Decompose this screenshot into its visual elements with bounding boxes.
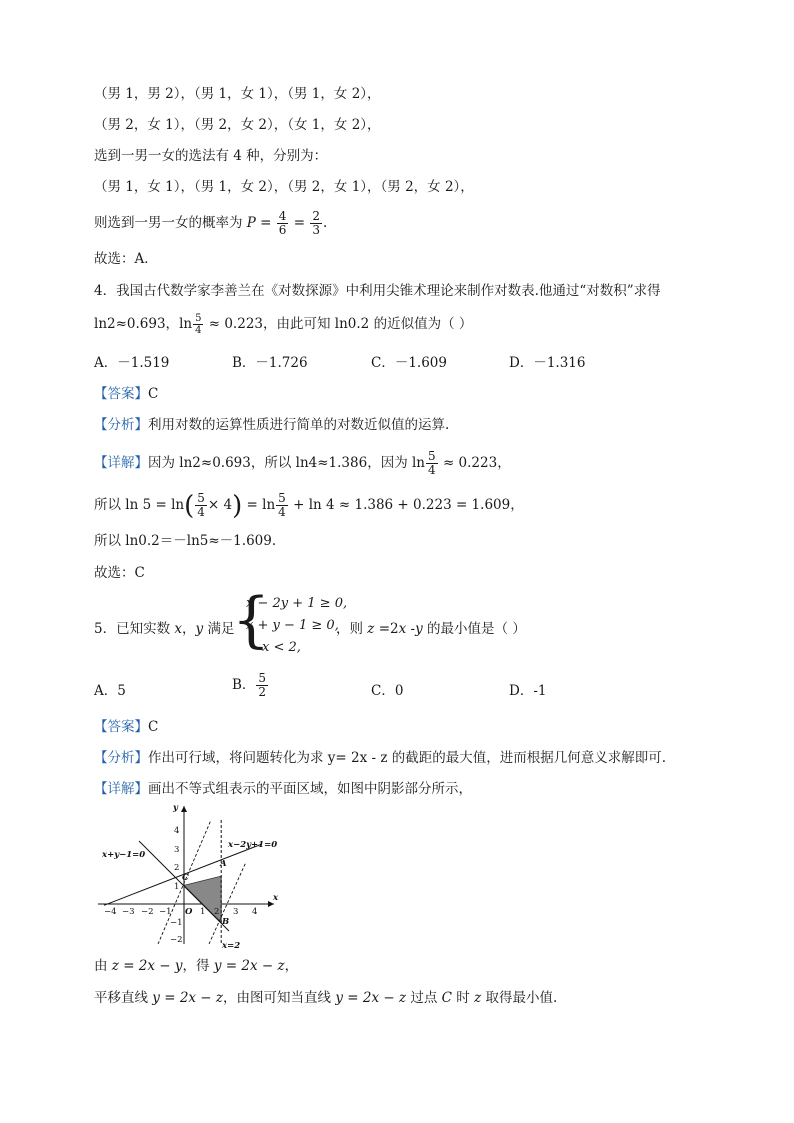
outcome-list-line-2: （男 2，女 1），（男 2，女 2），（女 1，女 2）， <box>94 117 381 133</box>
denominator: 4 <box>197 505 205 519</box>
left-paren: ( <box>184 490 195 521</box>
detail-text: 因为 ln2≈0.693，所以 ln4≈1.386，因为 ln <box>148 455 426 471</box>
label-line-1: x+y−1=0 <box>102 850 146 860</box>
numerator: 2 <box>312 209 320 223</box>
ln-symbol: ln <box>179 316 193 332</box>
detail-text-end: ≈ 0.223， <box>438 455 511 471</box>
label-x-axis: x <box>273 893 279 903</box>
q5-detail-line-2 <box>94 956 298 976</box>
x-tick: −1 <box>159 907 172 917</box>
q5-stem <box>94 619 234 639</box>
q5-option-b <box>232 672 269 699</box>
y-tick: −2 <box>170 935 183 945</box>
y-tick: 4 <box>174 826 180 836</box>
q4-question: ，由此可知 ln0.2 的近似值为（ ） <box>263 316 473 332</box>
choose-a-line: 故选：A． <box>94 251 158 267</box>
q5-option-c: C．0 <box>371 683 404 699</box>
equation: y = 2x − z <box>213 958 285 974</box>
fraction-5-4 <box>195 492 207 519</box>
fraction-5-4 <box>193 313 203 336</box>
minus: - <box>406 621 416 637</box>
q4-stem-line-1: 4．我国古代数学家李善兰在《对数探源》中利用尖锥术理论来制作对数表.他通过“对数积”求得 <box>94 283 661 299</box>
inequality-3: x < 2, <box>262 640 301 655</box>
probability-text: 则选到一男一女的概率为 <box>94 215 247 231</box>
q4-stem-line-2 <box>94 313 472 336</box>
detail-text: 画出不等式组表示的平面区域，如图中阴影部分所示， <box>148 781 472 797</box>
q4-approx: ≈ 0.223 <box>204 316 263 332</box>
y-tick-labels <box>170 826 183 945</box>
period: . <box>322 215 328 231</box>
numerator: 5 <box>258 671 267 685</box>
inequality-2: x + y − 1 ≥ 0, <box>246 618 339 633</box>
comma: ， <box>182 621 196 637</box>
answer-tag: 【答案】 <box>94 719 148 735</box>
fraction-4-6 <box>277 210 289 237</box>
right-paren: ) <box>232 490 243 521</box>
q4-option-a: A．－1.519 <box>94 355 170 371</box>
q5-text-3: ，则 <box>336 621 368 637</box>
q5-answer <box>94 717 158 737</box>
detail-tag: 【详解】 <box>94 455 148 471</box>
var-z: z <box>367 621 375 637</box>
q5-analysis <box>94 748 666 768</box>
label-point-b: B <box>222 917 230 927</box>
q4-answer <box>94 384 158 404</box>
x-tick: 3 <box>233 907 239 917</box>
q4-option-b: B．－1.726 <box>232 355 308 371</box>
favorable-list: （男 1，女 1），（男 1，女 2），（男 2，女 1），（男 2，女 2）， <box>94 179 474 195</box>
q5-option-a: A．5 <box>94 683 126 699</box>
q5-stem-end <box>336 619 526 639</box>
label-point-a: A <box>220 859 227 869</box>
denominator: 3 <box>312 223 320 237</box>
q4-ln2-value: ln2≈0.693， <box>94 316 180 332</box>
var-z: z <box>474 990 482 1006</box>
equation: y = 2x − z <box>335 990 407 1006</box>
numerator: 5 <box>195 313 202 324</box>
numerator: 5 <box>197 491 205 505</box>
x-tick: −3 <box>122 907 135 917</box>
x-tick: 1 <box>200 907 206 917</box>
equation: y = 2x − z <box>152 990 224 1006</box>
denominator: 6 <box>278 223 287 237</box>
q5-text: 5．已知实数 <box>94 621 175 637</box>
numerator: 4 <box>278 209 287 223</box>
analysis-tag: 【分析】 <box>94 417 148 433</box>
x-tick-labels <box>104 907 257 917</box>
x-tick: 4 <box>252 907 258 917</box>
detail-tag: 【详解】 <box>94 781 148 797</box>
graph-labels <box>101 803 279 950</box>
y-tick: 2 <box>174 863 180 873</box>
eq-sign-2: = <box>289 215 310 231</box>
y-axis-arrow <box>181 806 187 812</box>
outcome-list-line-1: （男 1，男 2），（男 1，女 1），（男 1，女 2）， <box>94 86 381 102</box>
analysis-text: 利用对数的运算性质进行简单的对数近似值的运算. <box>148 417 450 433</box>
text: 平移直线 <box>94 990 153 1006</box>
var-x: x <box>398 621 407 637</box>
q4-detail-line-1 <box>94 450 511 477</box>
q5-question: 的最小值是（ ） <box>422 621 526 637</box>
text: 时 <box>452 990 475 1006</box>
answer-tag: 【答案】 <box>94 386 148 402</box>
probability-line <box>94 210 327 237</box>
denominator: 2 <box>258 685 267 699</box>
left-brace: { <box>232 585 271 655</box>
favorable-intro: 选到一男一女的选法有 4 种，分别为： <box>94 148 328 164</box>
q5-option-d: D．-1 <box>509 683 547 699</box>
text: 由 <box>94 958 112 974</box>
q5-text-2: 满足 <box>203 621 235 637</box>
y-tick: 3 <box>174 845 180 855</box>
eq-sign: = <box>255 215 276 231</box>
q4-detail-line-2 <box>94 492 524 519</box>
denominator: 4 <box>278 505 286 519</box>
analysis-text: 作出可行域，将问题转化为求 y= 2x - z 的截距的最大值，进而根据几何意义求解即可. <box>148 750 667 766</box>
text: ，由图可知当直线 <box>223 990 336 1006</box>
label-line-2: x−2y+1=0 <box>228 840 278 850</box>
numerator: 5 <box>428 449 436 463</box>
eq-ln: = ln <box>242 497 276 513</box>
numerator: 5 <box>278 491 286 505</box>
option-b-label: B． <box>232 677 256 693</box>
var-y: y <box>195 621 204 637</box>
fraction-5-2 <box>256 672 268 699</box>
label-point-c: C <box>182 873 189 883</box>
times-4: × 4 <box>207 497 233 513</box>
analysis-tag: 【分析】 <box>94 750 148 766</box>
var-y: y <box>415 621 423 637</box>
equation: z = 2x − y <box>111 958 183 974</box>
answer-value: C <box>148 386 159 402</box>
eq-2: =2 <box>374 621 399 637</box>
detail-text: 所以 ln 5 = ln <box>94 497 185 513</box>
point-c: C <box>441 990 452 1006</box>
text: ，得 <box>182 958 214 974</box>
q4-analysis <box>94 415 449 435</box>
x-tick: 2 <box>214 907 220 917</box>
denominator: 4 <box>428 463 436 477</box>
q4-detail-line-3: 所以 ln0.2＝－ln5≈－1.609. <box>94 533 277 549</box>
inequality-1: x − 2y + 1 ≥ 0, <box>246 596 348 611</box>
label-y-axis: y <box>173 803 178 813</box>
y-tick: −1 <box>170 918 183 928</box>
label-x-equals-2: x=2 <box>222 941 241 950</box>
y-tick: 1 <box>174 882 180 892</box>
q4-option-d: D．－1.316 <box>509 355 586 371</box>
q4-option-c: C．－1.609 <box>371 355 447 371</box>
fraction-5-4 <box>276 492 288 519</box>
detail-text-end: + ln 4 ≈ 1.386 + 0.223 = 1.609， <box>288 497 524 513</box>
feasible-region-graph <box>94 800 284 950</box>
fraction-2-3 <box>310 210 322 237</box>
var-x: x <box>174 621 183 637</box>
x-tick: −2 <box>141 907 154 917</box>
text: 过点 <box>406 990 442 1006</box>
q5-detail-line-1 <box>94 779 472 799</box>
q4-choose-line: 故选：C <box>94 565 145 581</box>
x-tick: −4 <box>104 907 117 917</box>
text: ， <box>284 958 299 974</box>
denominator: 4 <box>195 325 202 336</box>
q5-detail-line-3 <box>94 988 557 1008</box>
probability-symbol: P <box>246 215 256 231</box>
text: 取得最小值. <box>481 990 558 1006</box>
fraction-5-4 <box>426 450 438 477</box>
label-origin: O <box>185 907 193 917</box>
answer-value: C <box>148 719 159 735</box>
